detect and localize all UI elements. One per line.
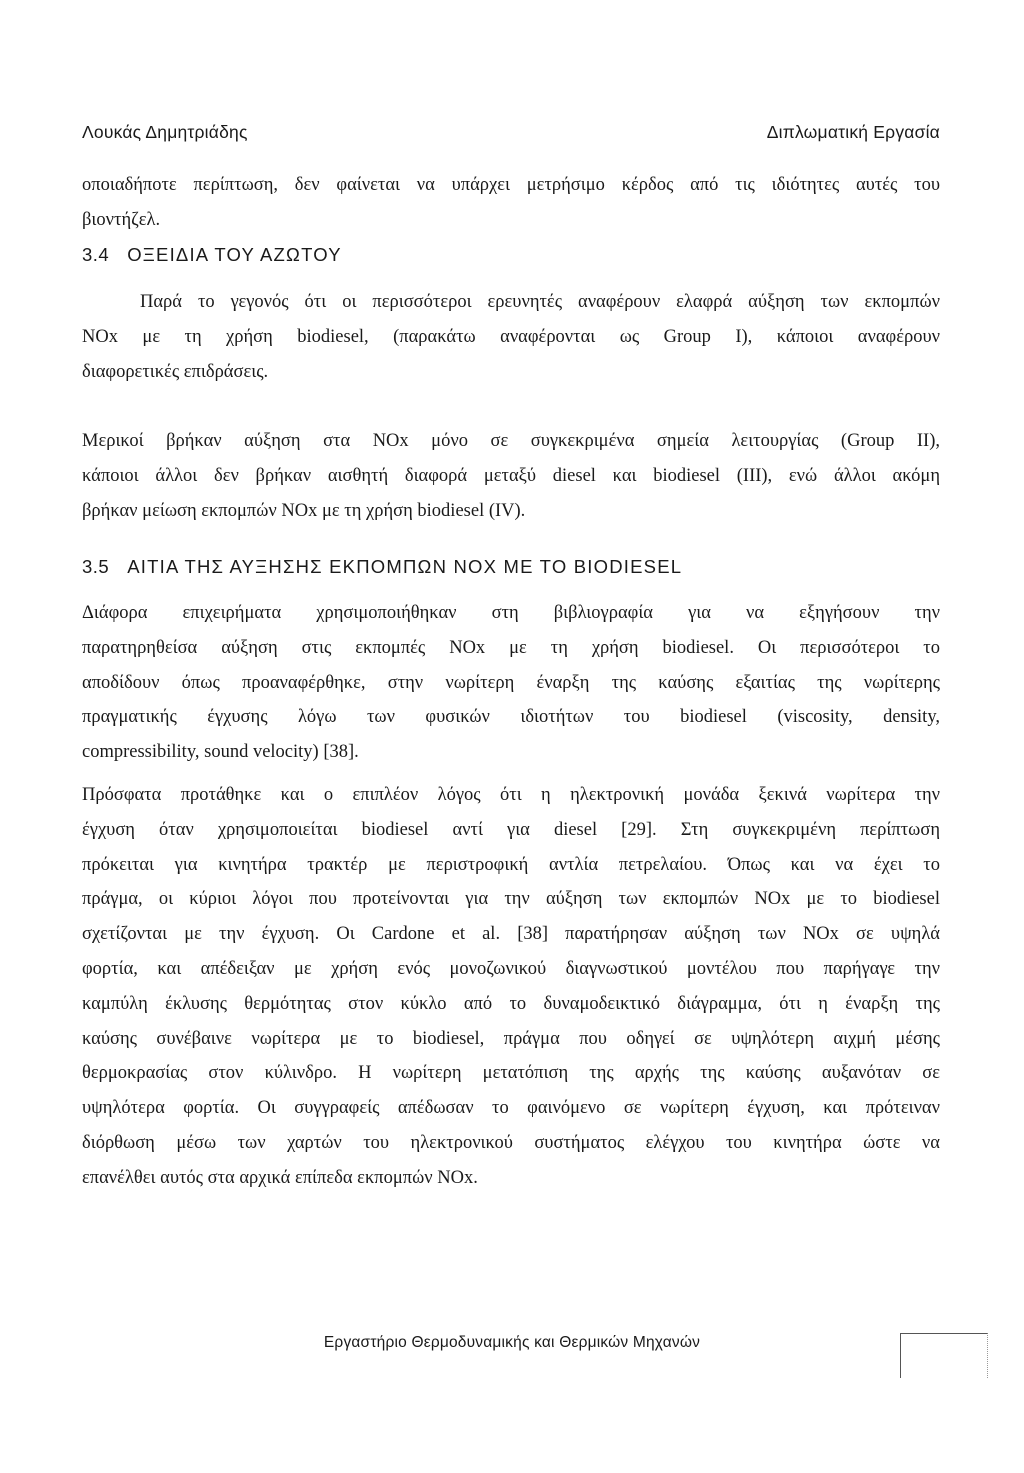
section-heading-3-5	[82, 556, 682, 578]
text-line: πρόκειται για κινητήρα τρακτέρ με περιστροφική αντλία πετρελαίου. Όπως και να έχει το	[82, 854, 940, 875]
intro-paragraph	[82, 168, 940, 238]
text-line: Μερικοί βρήκαν αύξηση στα NOx μόνο σε συγκεκριμένα σημεία λειτουργίας (Group II),	[82, 431, 940, 451]
text-line: πράγμα, οι κύριοι λόγοι που προτείνονται για την αύξηση των εκπομπών NOx με το biodiesel	[82, 889, 940, 910]
footer-box-mark	[900, 1333, 988, 1378]
text-line: NOx με τη χρήση biodiesel, (παρακάτω αναφέρονται ως Group I), κάποιοι αναφέρουν	[82, 326, 940, 347]
section-3-4-paragraph-2	[82, 424, 940, 528]
text-line: Πρόσφατα προτάθηκε και ο επιπλέον λόγος ότι η ηλεκτρονική μονάδα ξεκινά νωρίτερα την	[82, 785, 940, 805]
text-line: πραγματικής έγχυσης λόγω των φυσικών ιδιοτήτων του biodiesel (viscosity, density,	[82, 707, 940, 728]
section-number: 3.5	[82, 556, 110, 577]
text-line: σχετίζονται με την έγχυση. Οι Cardone et al. [38] παρατήρησαν αύξηση των NOx σε υψηλά	[82, 924, 940, 945]
text-line: επανέλθει αυτός στα αρχικά επίπεδα εκπομπών NOx.	[82, 1167, 478, 1188]
text-line: βιοντήζελ.	[82, 209, 161, 230]
text-line: καύσης συνέβαινε νωρίτερα με το biodiesel, πράγμα που οδηγεί σε υψηλότερη αιχμή μέσης	[82, 1028, 940, 1049]
section-title: ΟΞΕΙΔΙΑ ΤΟΥ ΑΖΩΤΟΥ	[127, 244, 342, 265]
running-header-title: Διπλωματική Εργασία	[766, 122, 940, 142]
text-line: διαφορετικές επιδράσεις.	[82, 361, 269, 382]
section-heading-3-4	[82, 244, 342, 266]
section-3-5-paragraph-2	[82, 778, 940, 1196]
text-line: διόρθωση μέσω των χαρτών του ηλεκτρονικού συστήματος ελέγχου του κινητήρα ώστε να	[82, 1132, 940, 1153]
text-line: θερμοκρασίας στον κύλινδρο. Η νωρίτερη μετατόπιση της αρχής της καύσης αυξανόταν σε	[82, 1063, 940, 1084]
running-header-author: Λουκάς Δημητριάδης	[82, 122, 248, 142]
text-line: κάποιοι άλλοι δεν βρήκαν αισθητή διαφορά μεταξύ diesel και biodiesel (III), ενώ άλλοι ακόμη	[82, 465, 940, 486]
text-line: καμπύλη έκλυσης θερμότητας στον κύκλο από το δυναμοδεικτικό διάγραμμα, ότι η έναρξη της	[82, 993, 940, 1014]
text-line: οποιαδήποτε περίπτωση, δεν φαίνεται να υπάρχει μετρήσιμο κέρδος από τις ιδιότητες αυτές του	[82, 175, 940, 195]
text-line: Διάφορα επιχειρήματα χρησιμοποιήθηκαν στη βιβλιογραφία για να εξηγήσουν την	[82, 603, 940, 623]
section-3-4-paragraph-1	[82, 285, 940, 389]
section-number: 3.4	[82, 244, 110, 265]
text-line: βρήκαν μείωση εκπομπών NOx με τη χρήση biodiesel (IV).	[82, 500, 526, 521]
page-footer: Εργαστήριο Θερμοδυναμικής και Θερμικών Μηχανών	[323, 1334, 701, 1351]
section-3-5-paragraph-1	[82, 596, 940, 770]
text-line: έγχυση όταν χρησιμοποιείται biodiesel αντί για diesel [29]. Στη συγκεκριμένη περίπτωση	[82, 819, 940, 840]
text-line: παρατηρηθείσα αύξηση στις εκπομπές NOx με τη χρήση biodiesel. Οι περισσότεροι το	[82, 637, 940, 658]
text-line: φορτία, και απέδειξαν με χρήση ενός μονοζωνικού διαγνωστικού μοντέλου που παρήγαγε την	[82, 958, 940, 979]
text-line: υψηλότερα φορτία. Οι συγγραφείς απέδωσαν το φαινόμενο σε νωρίτερη έγχυση, και πρότειναν	[82, 1098, 940, 1119]
text-line: compressibility, sound velocity) [38].	[82, 742, 359, 763]
text-line: αποδίδουν όπως προαναφέρθηκε, στην νωρίτερη έναρξη της καύσης εξαιτίας της νωρίτερης	[82, 672, 940, 693]
section-title: ΑΙΤΙΑ ΤΗΣ ΑΥΞΗΣΗΣ ΕΚΠΟΜΠΩΝ NOX ΜΕ ΤΟ BIODIESEL	[127, 556, 683, 577]
text-line: Παρά το γεγονός ότι οι περισσότεροι ερευνητές αναφέρουν ελαφρά αύξηση των εκπομπών	[140, 292, 940, 312]
